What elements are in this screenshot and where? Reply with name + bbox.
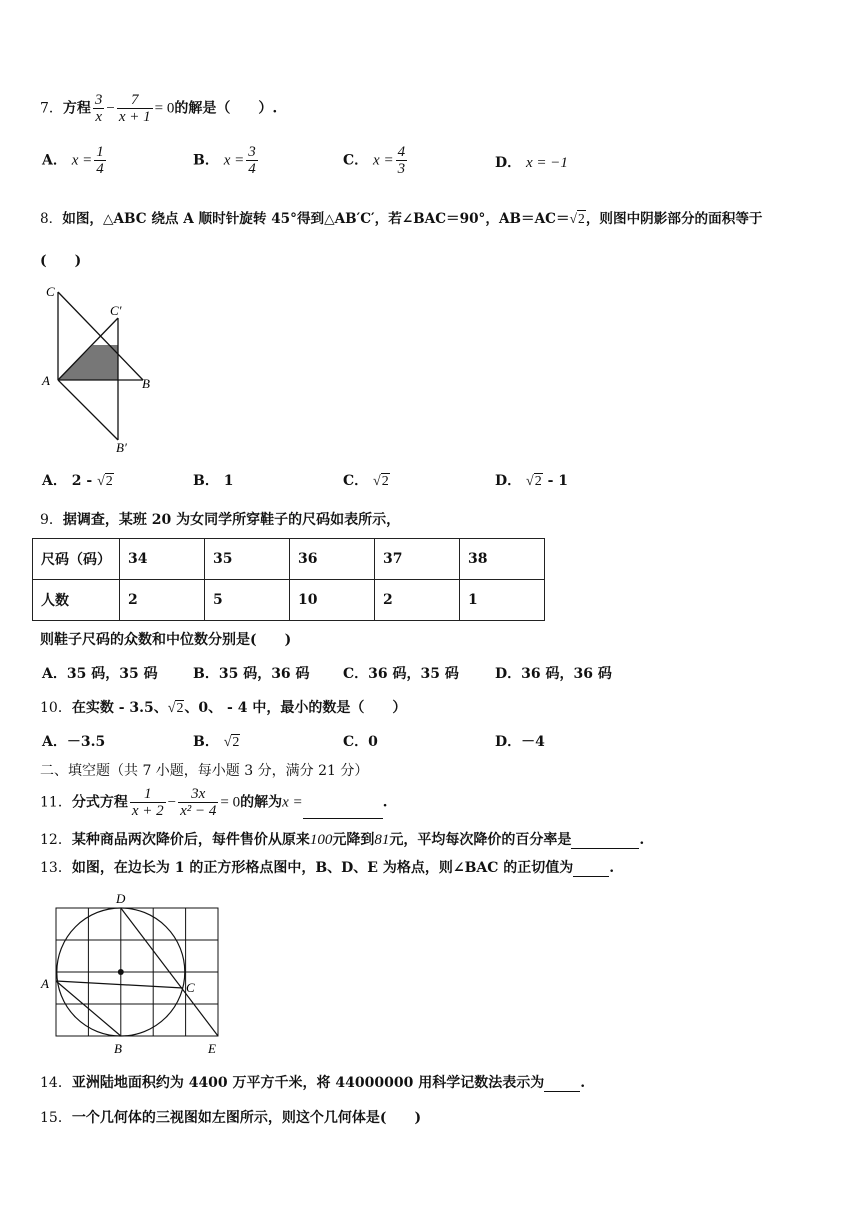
q14-text: 亚洲陆地面积约为 4400 万平方千米，将 44000000 用科学记数法表示为	[71, 1075, 545, 1091]
q12-number: 12．	[40, 832, 72, 848]
label-E: E	[208, 1041, 216, 1056]
q8-paren	[40, 252, 81, 270]
q12-text3: 元，平均每次降价的百分率是	[389, 832, 572, 848]
grid	[56, 908, 218, 1036]
option-fraction	[396, 144, 408, 177]
period: .	[382, 794, 388, 811]
minus-sign: −	[106, 100, 115, 117]
table-cell: 1	[460, 580, 545, 621]
q9-text: 据调查，某班 20 为女同学所穿鞋子的尺码如表所示，	[62, 512, 401, 528]
sqrt-2: √2	[373, 474, 389, 489]
frac-numerator: 7	[131, 92, 139, 108]
q12-stem	[40, 831, 644, 849]
q15-number: 15．	[40, 1110, 72, 1126]
frac-numerator: 1	[96, 144, 104, 160]
radicand: 2	[232, 735, 240, 750]
frac-denominator: 3	[397, 161, 406, 177]
table-cell: 35	[205, 539, 290, 580]
equals-zero: = 0	[154, 100, 175, 117]
option-value: D．－4	[495, 734, 545, 750]
option-value: x = −1	[526, 155, 568, 171]
q11-stem	[40, 786, 387, 819]
q8-number: 8．	[40, 211, 63, 227]
q11-fraction-1	[130, 786, 166, 819]
q10-stem	[40, 699, 406, 718]
q13-text: 如图，在边长为 1 的正方形格点图中，B、D、E 为格点，则∠BAC 的正切值为	[71, 860, 574, 876]
q7-option-c[interactable]	[343, 144, 409, 177]
table-cell: 37	[375, 539, 460, 580]
period: .	[639, 832, 645, 848]
q10-option-a[interactable]	[42, 733, 105, 751]
label-C-prime: C′	[110, 303, 122, 318]
q9-question-text: 则鞋子尺码的众数和中位数分别是( )	[40, 632, 292, 648]
q12-text2: 元降到	[332, 832, 375, 848]
frac-numerator: 3	[94, 92, 103, 108]
table-cell: 人数	[33, 580, 120, 621]
option-value: A．－3.5	[42, 734, 106, 750]
q8-option-c[interactable]	[343, 472, 390, 491]
table-cell: 36	[290, 539, 375, 580]
sqrt-2: √2	[167, 701, 184, 716]
q8-option-a[interactable]	[42, 472, 114, 491]
q14-number: 14．	[40, 1075, 72, 1091]
option-label: C．	[343, 473, 369, 489]
radicand: 2	[578, 211, 585, 226]
q11-post: 的解为	[240, 794, 283, 811]
q11-fraction-2	[178, 786, 218, 819]
q13-answer-blank[interactable]	[573, 862, 609, 877]
q12-value1: 100	[309, 832, 333, 848]
q9-number: 9．	[40, 512, 63, 528]
sqrt-2: √2	[97, 474, 113, 489]
option-value: B．35 码，36 码	[193, 666, 310, 682]
option-value: C．0	[343, 734, 378, 750]
q13-stem	[40, 859, 614, 877]
q10-option-b[interactable]	[193, 733, 240, 752]
q7-option-b[interactable]	[193, 144, 260, 177]
q13-number: 13．	[40, 860, 72, 876]
option-value: A．35 码，35 码	[42, 666, 158, 682]
radicand: 2	[176, 701, 184, 716]
shoe-size-table	[32, 538, 545, 621]
table-cell: 2	[375, 580, 460, 621]
section-2-text: 二、填空题（共 7 小题，每小题 3 分，满分 21 分）	[40, 763, 369, 779]
q12-answer-blank[interactable]	[571, 834, 639, 849]
label-D: D	[116, 891, 126, 906]
q9-option-b[interactable]	[193, 665, 310, 683]
q8-option-d[interactable]	[495, 472, 568, 491]
q9-question	[40, 631, 291, 649]
q8-option-b[interactable]	[193, 472, 233, 490]
period: .	[609, 860, 615, 876]
period: .	[580, 1075, 586, 1091]
label-B-prime: B′	[116, 440, 127, 455]
option-label: B．	[193, 152, 219, 169]
q8-text: 如图，△ABC 绕点 A 顺时针旋转 45°得到△AB′C′，若∠BAC＝90°，AB＝AC＝	[62, 211, 570, 227]
frac-numerator: 4	[397, 144, 406, 160]
option-label: A．	[42, 473, 67, 489]
q7-fraction-2	[117, 92, 153, 125]
frac-numerator: 1	[143, 786, 152, 802]
answer-paren: ( )	[40, 253, 82, 269]
q10-number: 10．	[40, 700, 72, 716]
q14-stem	[40, 1074, 585, 1092]
option-fraction	[94, 144, 106, 177]
q7-number: 7．	[40, 100, 63, 117]
sqrt-2: √2	[223, 735, 240, 750]
q9-option-c[interactable]	[343, 665, 459, 683]
label-A: A	[41, 976, 49, 991]
q12-value2: 81	[374, 832, 390, 848]
q10-post: 、0、 - 4 中，最小的数是（ ）	[184, 700, 407, 716]
q7-post: 的解是（ ）.	[174, 100, 278, 117]
table-row	[33, 539, 545, 580]
q13-grid-figure	[36, 888, 226, 1060]
segment-AC	[56, 981, 183, 988]
q8-stem	[40, 210, 763, 228]
q7-stem	[40, 92, 277, 125]
q12-text1: 某种商品两次降价后，每件售价从原来	[71, 832, 310, 848]
radicand: 2	[381, 474, 389, 489]
table-cell: 2	[120, 580, 205, 621]
q8-text2: ，则图中阴影部分的面积等于	[585, 211, 763, 227]
table-cell: 34	[120, 539, 205, 580]
q8-figure	[38, 280, 168, 455]
q11-var: x =	[282, 794, 303, 811]
option-label: B．	[193, 734, 219, 750]
option-value: 2 -	[71, 473, 93, 489]
q15-stem	[40, 1109, 421, 1127]
q7-option-a[interactable]	[42, 144, 108, 177]
segment-ABprime	[58, 380, 118, 440]
option-var: x =	[223, 152, 245, 169]
q7-fraction-1	[93, 92, 105, 125]
option-value: 1	[223, 473, 234, 489]
q9-stem	[40, 511, 400, 529]
frac-denominator: 4	[96, 161, 104, 177]
q11-answer-blank[interactable]	[303, 804, 383, 819]
frac-denominator: 4	[248, 161, 256, 177]
section-2-heading	[40, 762, 368, 780]
frac-numerator: 3x	[191, 786, 206, 802]
option-label: D．	[495, 155, 522, 171]
option-value: - 1	[547, 473, 569, 489]
option-label: D．	[495, 473, 522, 489]
q10-option-d[interactable]	[495, 733, 545, 751]
q9-option-d[interactable]	[495, 665, 612, 683]
frac-denominator: x	[93, 108, 105, 125]
radicand: 2	[105, 474, 113, 489]
frac-denominator: x + 1	[118, 109, 151, 125]
label-A: A	[42, 373, 50, 388]
sqrt-2: √2	[526, 474, 542, 489]
q9-option-a[interactable]	[42, 665, 158, 683]
q14-answer-blank[interactable]	[544, 1077, 580, 1092]
option-var: x =	[373, 152, 394, 169]
q10-option-c[interactable]	[343, 733, 378, 751]
equals-zero: = 0	[220, 794, 241, 811]
q10-pre: 在实数 - 3.5、	[71, 700, 168, 716]
shaded-region	[58, 345, 118, 380]
minus-sign: −	[167, 794, 177, 811]
table-cell: 10	[290, 580, 375, 621]
center-dot	[118, 969, 124, 975]
q11-pre: 分式方程	[71, 794, 128, 811]
table-row	[33, 580, 545, 621]
q7-option-d[interactable]	[495, 154, 568, 172]
option-label: A．	[42, 152, 67, 169]
table-cell: 38	[460, 539, 545, 580]
option-label: C．	[343, 152, 369, 169]
q7-pre: 方程	[62, 100, 91, 117]
option-value: C．36 码，35 码	[343, 666, 459, 682]
table-cell: 5	[205, 580, 290, 621]
label-B: B	[142, 376, 150, 391]
q11-number: 11．	[40, 794, 72, 811]
label-C: C	[46, 284, 55, 299]
option-fraction	[246, 144, 258, 177]
label-C: C	[186, 980, 195, 995]
label-B: B	[114, 1041, 122, 1056]
frac-numerator: 3	[248, 144, 256, 160]
radicand: 2	[534, 474, 542, 489]
frac-denominator: x² − 4	[180, 803, 217, 819]
q15-text: 一个几何体的三视图如左图所示，则这个几何体是( )	[71, 1110, 422, 1126]
option-value: D．36 码，36 码	[495, 666, 612, 682]
option-var: x =	[71, 152, 93, 169]
sqrt-2: √2	[569, 211, 585, 226]
frac-denominator: x + 2	[131, 803, 164, 819]
option-label: B．	[193, 473, 219, 489]
table-cell: 尺码（码）	[33, 539, 120, 580]
